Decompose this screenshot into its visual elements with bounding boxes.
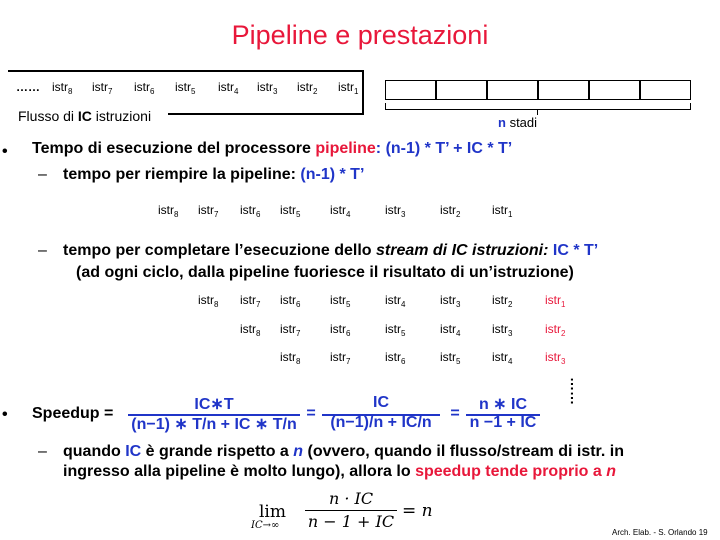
speedup-frac-2-den: (n−1)/n + IC/n <box>330 414 432 431</box>
completion-cell-r3-c5: istr$_6$ <box>385 350 406 366</box>
top-instr-8: istr$_1$ <box>338 80 359 96</box>
sub-3-line-2: ingresso alla pipeline è molto lungo), allora lo speedup tende proprio a n <box>63 463 616 480</box>
fill-instr-2: istr$_7$ <box>198 203 219 219</box>
sub-2-line-2: (ad ogni ciclo, dalla pipeline fuoriesce il risultato di un’istruzione) <box>76 264 574 281</box>
limit-bar <box>305 510 397 511</box>
speedup-frac-1-num: IC∗T <box>194 396 234 413</box>
speedup-label: Speedup = <box>32 405 114 422</box>
completion-cell-r2-c2: istr$_8$ <box>240 322 261 338</box>
top-instr-5: istr$_4$ <box>218 80 239 96</box>
completion-cell-r2-c6: istr$_4$ <box>440 322 461 338</box>
stages-bracket-right <box>690 103 691 110</box>
completion-cell-r3-c4: istr$_7$ <box>330 350 351 366</box>
completion-cell-r1-c5: istr$_4$ <box>385 293 406 309</box>
limit-den: n − 1 + IC <box>307 512 395 531</box>
fill-instr-1: istr$_8$ <box>158 203 179 219</box>
completion-cell-r3-c8: istr$_3$ <box>545 350 566 366</box>
top-instr-1: istr$_8$ <box>52 80 73 96</box>
sub-3-dash: – <box>38 443 47 460</box>
stream-dots: …… <box>16 80 40 94</box>
page-title: Pipeline e prestazioni <box>231 20 489 50</box>
flow-line-top <box>8 70 364 72</box>
flow-line-right <box>362 70 364 115</box>
completion-cell-r1-c6: istr$_3$ <box>440 293 461 309</box>
completion-cell-r2-c7: istr$_3$ <box>492 322 513 338</box>
fill-instr-5: istr$_4$ <box>330 203 351 219</box>
top-instr-2: istr$_7$ <box>92 80 113 96</box>
limit-num: n · IC <box>328 489 374 508</box>
fill-instr-6: istr$_3$ <box>385 203 406 219</box>
sub-1-text: tempo per riempire la pipeline: (n-1) * T’ <box>63 166 365 183</box>
bullet-2-dot: • <box>2 406 8 423</box>
fill-instr-8: istr$_1$ <box>492 203 513 219</box>
fill-instr-7: istr$_2$ <box>440 203 461 219</box>
limit-lim: lim <box>259 502 286 522</box>
vertical-dots: …… <box>560 377 576 405</box>
footer: Arch. Elab. - S. Orlando 19 <box>612 528 708 537</box>
completion-cell-r3-c6: istr$_5$ <box>440 350 461 366</box>
completion-cell-r1-c1: istr$_8$ <box>198 293 219 309</box>
n-stadi-label: n stadi <box>498 115 538 130</box>
speedup-eq-2: = <box>450 405 460 422</box>
sub-1-dash: – <box>38 166 47 183</box>
top-instr-7: istr$_2$ <box>297 80 318 96</box>
bullet-1-text: Tempo di esecuzione del processore pipeline: (n-1) * T’ + IC * T’ <box>32 140 513 157</box>
completion-cell-r1-c4: istr$_5$ <box>330 293 351 309</box>
speedup-frac-1-den: (n−1) ∗ T/n + IC ∗ T/n <box>131 416 297 433</box>
completion-cell-r2-c3: istr$_7$ <box>280 322 301 338</box>
speedup-frac-3-num: n ∗ IC <box>478 396 528 413</box>
completion-cell-r3-c7: istr$_4$ <box>492 350 513 366</box>
completion-cell-r1-c2: istr$_7$ <box>240 293 261 309</box>
stages-bracket-left <box>385 103 386 110</box>
completion-cell-r2-c4: istr$_6$ <box>330 322 351 338</box>
completion-cell-r2-c5: istr$_5$ <box>385 322 406 338</box>
fill-instr-4: istr$_5$ <box>280 203 301 219</box>
limit-result: = n <box>402 501 433 521</box>
fill-instr-3: istr$_6$ <box>240 203 261 219</box>
stages-bracket-mid <box>537 109 538 115</box>
top-instr-4: istr$_5$ <box>175 80 196 96</box>
sub-2-line-1: tempo per completare l’esecuzione dello stream di IC istruzioni: IC * T’ <box>63 242 599 259</box>
completion-cell-r1-c7: istr$_2$ <box>492 293 513 309</box>
sub-3-line-1: quando IC è grande rispetto a n (ovvero, quando il flusso/stream di istr. in <box>63 443 624 460</box>
speedup-frac-3-den: n −1 + IC <box>469 414 537 431</box>
limit-formula-box <box>249 485 441 535</box>
sub-2-dash: – <box>38 242 47 259</box>
speedup-frac-2-num: IC <box>373 394 389 411</box>
bullet-1-dot: • <box>2 143 8 160</box>
flow-line-bottom <box>168 113 364 115</box>
top-instr-3: istr$_6$ <box>134 80 155 96</box>
completion-cell-r3-c3: istr$_8$ <box>280 350 301 366</box>
completion-cell-r2-c8: istr$_2$ <box>545 322 566 338</box>
top-instr-6: istr$_3$ <box>257 80 278 96</box>
stages-bracket <box>385 109 691 110</box>
completion-cell-r1-c8: istr$_1$ <box>545 293 566 309</box>
completion-cell-r1-c3: istr$_6$ <box>280 293 301 309</box>
limit-under: IC→∞ <box>251 520 280 531</box>
speedup-eq-1: = <box>306 405 316 422</box>
flow-label: Flusso di IC istruzioni <box>18 108 152 124</box>
